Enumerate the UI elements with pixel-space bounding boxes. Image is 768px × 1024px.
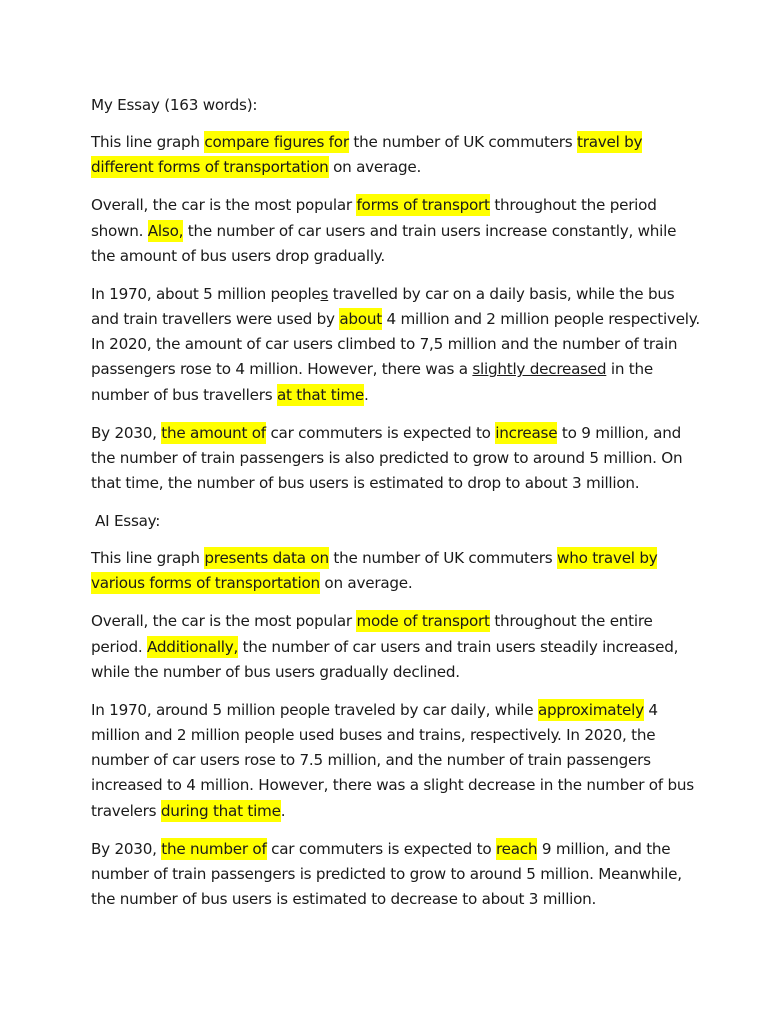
highlight: various forms of transportation (91, 574, 320, 593)
highlight: who travel by (557, 549, 658, 568)
document-page (91, 93, 700, 925)
highlight: increase (495, 423, 558, 442)
highlight: approximately (537, 700, 644, 719)
highlight: travel by (577, 133, 643, 152)
ai-essay-paragraph-2: Overall, the car is the most popular mode of transport throughout the entire period. Additionally, the number of car users and train users steadily increased, while the number of bus users gradually declined. (91, 612, 679, 681)
my-essay-paragraph-1: This line graph compare figures for the number of UK commuters travel by different forms of transportation on average. (91, 133, 643, 177)
my-essay-paragraph-4: By 2030, the amount of car commuters is expected to increase to 9 million, and the number of train passengers is also predicted to grow to around 5 million. On that time, the number of bus users is estimated to drop to about 3 million. (91, 423, 683, 493)
highlight: about (339, 310, 382, 329)
my-essay-title: My Essay (163 words): (91, 96, 258, 114)
highlight: mode of transport (356, 612, 490, 631)
highlight: the number of (161, 839, 267, 858)
highlight: compare figures for (204, 133, 349, 152)
highlight: reach (495, 839, 538, 858)
ai-essay-title: AI Essay: (95, 512, 161, 531)
highlight: different forms of transportation (91, 158, 329, 177)
highlight: at that time (276, 385, 365, 404)
highlight: presents data on (204, 549, 329, 568)
ai-essay-paragraph-4: By 2030, the number of car commuters is expected to reach 9 million, and the number of train passengers is predicted to grow to around 5 million. Meanwhile, the number of bus users is estimated to decrease to about 3 million. (91, 839, 682, 909)
ai-essay-paragraph-3: In 1970, around 5 million people traveled by car daily, while approximately 4 million and 2 million people used buses and trains, respectively. In 2020, the number of car users rose to 7.5 million, and the number of train passengers increased to 4 million. However, there was a slight decrease in the number of bus travelers during that time. (91, 700, 694, 820)
underlined-text: s (320, 284, 329, 303)
highlight: the amount of (161, 423, 266, 442)
highlight: Also, (147, 221, 184, 240)
highlight: Additionally, (147, 637, 239, 656)
highlight: forms of transport (356, 196, 490, 215)
my-essay-paragraph-2: Overall, the car is the most popular forms of transport throughout the period shown. Also, the number of car users and train users increase constantly, while the amount of bus users drop gradually. (91, 196, 677, 265)
underlined-text: slightly decreased (472, 360, 607, 379)
my-essay-paragraph-3: In 1970, about 5 million peoples travelled by car on a daily basis, while the bus and train travellers were used by about 4 million and 2 million people respectively. In 2020, the amount of car users climbed to 7,5 million and the number of train passengers rose to 4 million. However, there was a slightly decreased in the number of bus travellers at that time. (91, 284, 700, 404)
ai-essay-paragraph-1: This line graph presents data on the number of UK commuters who travel by various forms of transportation on average. (91, 549, 658, 593)
highlight: during that time (160, 801, 281, 820)
